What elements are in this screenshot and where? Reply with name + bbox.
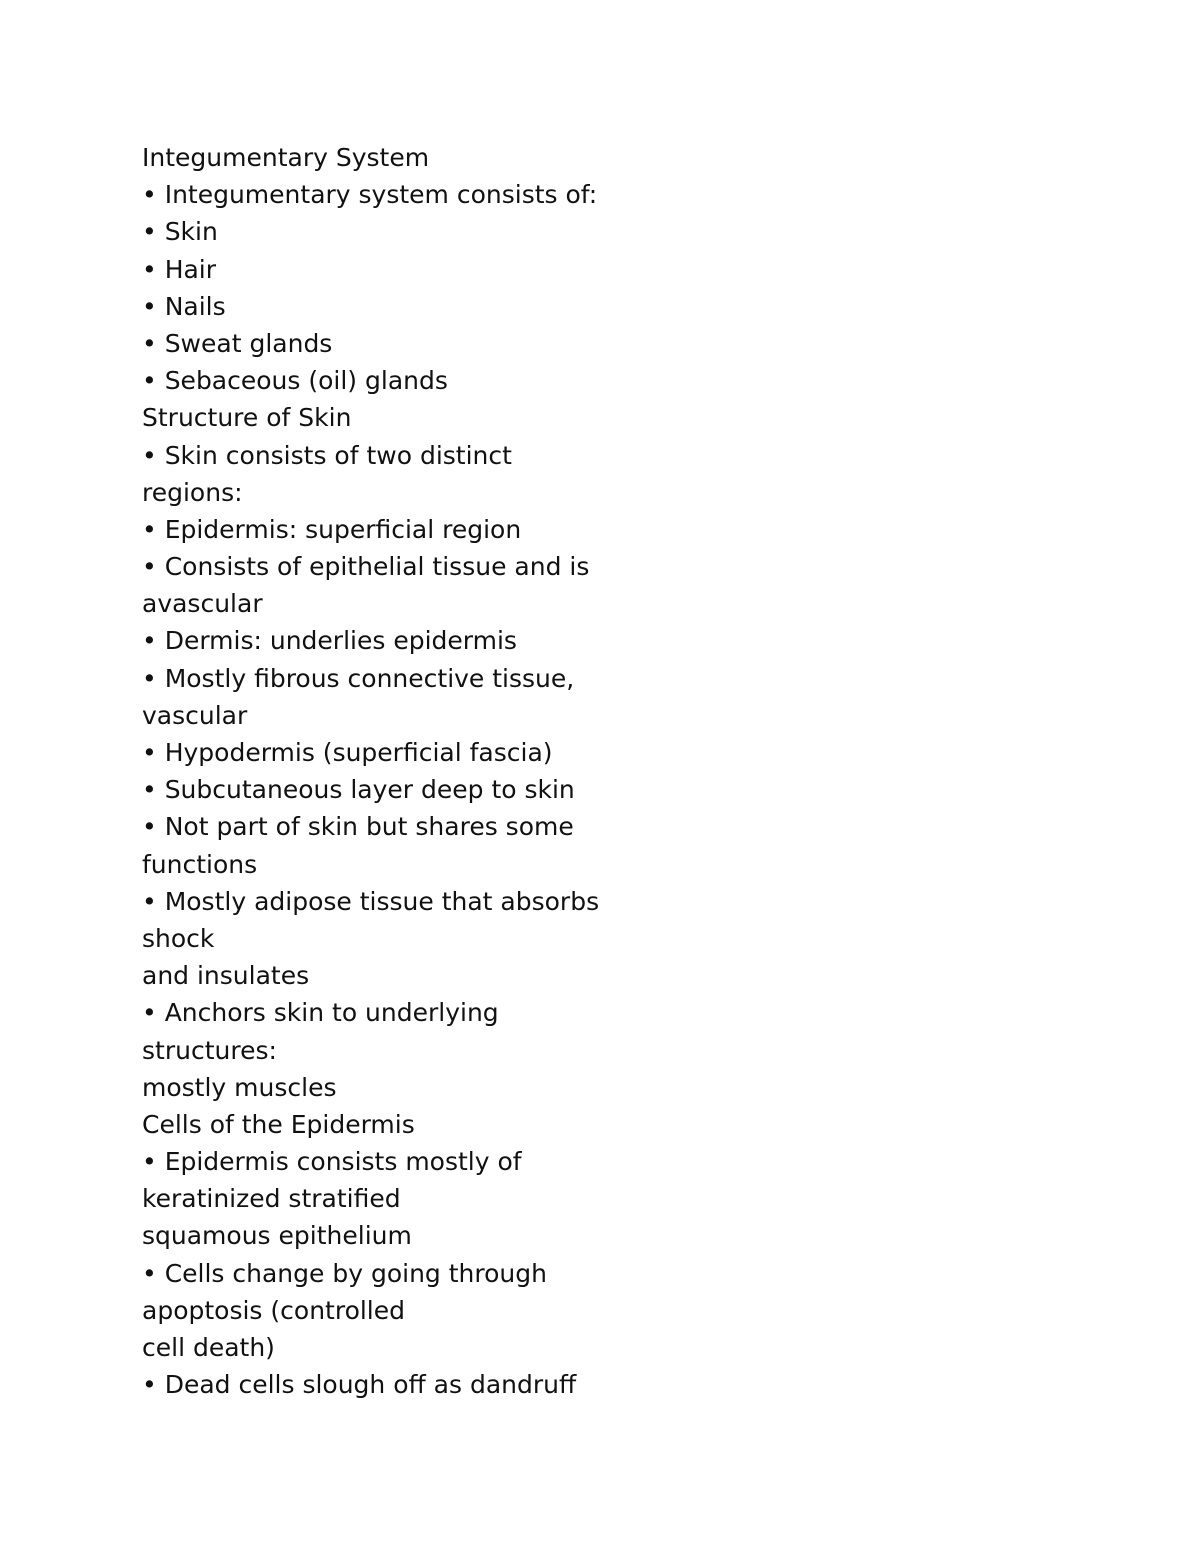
bullet-line: • Mostly adipose tissue that absorbs (142, 886, 600, 916)
bullet-line: • Integumentary system consists of: (142, 180, 598, 210)
bullet-line: • Skin consists of two distinct (142, 440, 512, 470)
bullet-line: • Anchors skin to underlying (142, 998, 499, 1028)
bullet-line: • Not part of skin but shares some (142, 812, 574, 842)
bullet-line: • Epidermis: superficial region (142, 514, 522, 544)
text-line: regions: (142, 477, 243, 507)
text-line: apoptosis (controlled (142, 1295, 406, 1325)
bullet-line: • Skin (142, 217, 218, 247)
text-line: mostly muscles (142, 1072, 337, 1102)
text-line: cell death) (142, 1333, 275, 1362)
text-line: shock (142, 923, 215, 953)
text-line: vascular (142, 700, 248, 730)
bullet-line: • Epidermis consists mostly of (142, 1147, 522, 1177)
text-line: squamous epithelium (142, 1221, 412, 1251)
bullet-line: • Sweat glands (142, 328, 333, 358)
bullet-line: • Hypodermis (superficial fascia) (142, 738, 553, 767)
bullet-line: • Cells change by going through (142, 1258, 547, 1288)
text-line: structures: (142, 1035, 277, 1065)
heading-integumentary-system: Integumentary System (142, 143, 430, 172)
bullet-line: • Subcutaneous layer deep to skin (142, 775, 575, 805)
text-line: avascular (142, 589, 263, 619)
bullet-line: • Nails (142, 291, 226, 321)
document-body (142, 139, 1122, 1403)
text-line: functions (142, 849, 258, 879)
text-line: and insulates (142, 961, 310, 991)
heading-cells-of-the-epidermis: Cells of the Epidermis (142, 1109, 415, 1139)
bullet-line: • Dead cells slough off as dandruff (142, 1370, 577, 1400)
bullet-line: • Hair (142, 254, 217, 284)
bullet-line: • Consists of epithelial tissue and is (142, 552, 590, 582)
bullet-line: • Sebaceous (oil) glands (142, 366, 448, 396)
text-line: keratinized stratified (142, 1184, 401, 1214)
heading-structure-of-skin: Structure of Skin (142, 403, 352, 433)
bullet-line: • Mostly fibrous connective tissue, (142, 663, 575, 693)
bullet-line: • Dermis: underlies epidermis (142, 626, 517, 656)
